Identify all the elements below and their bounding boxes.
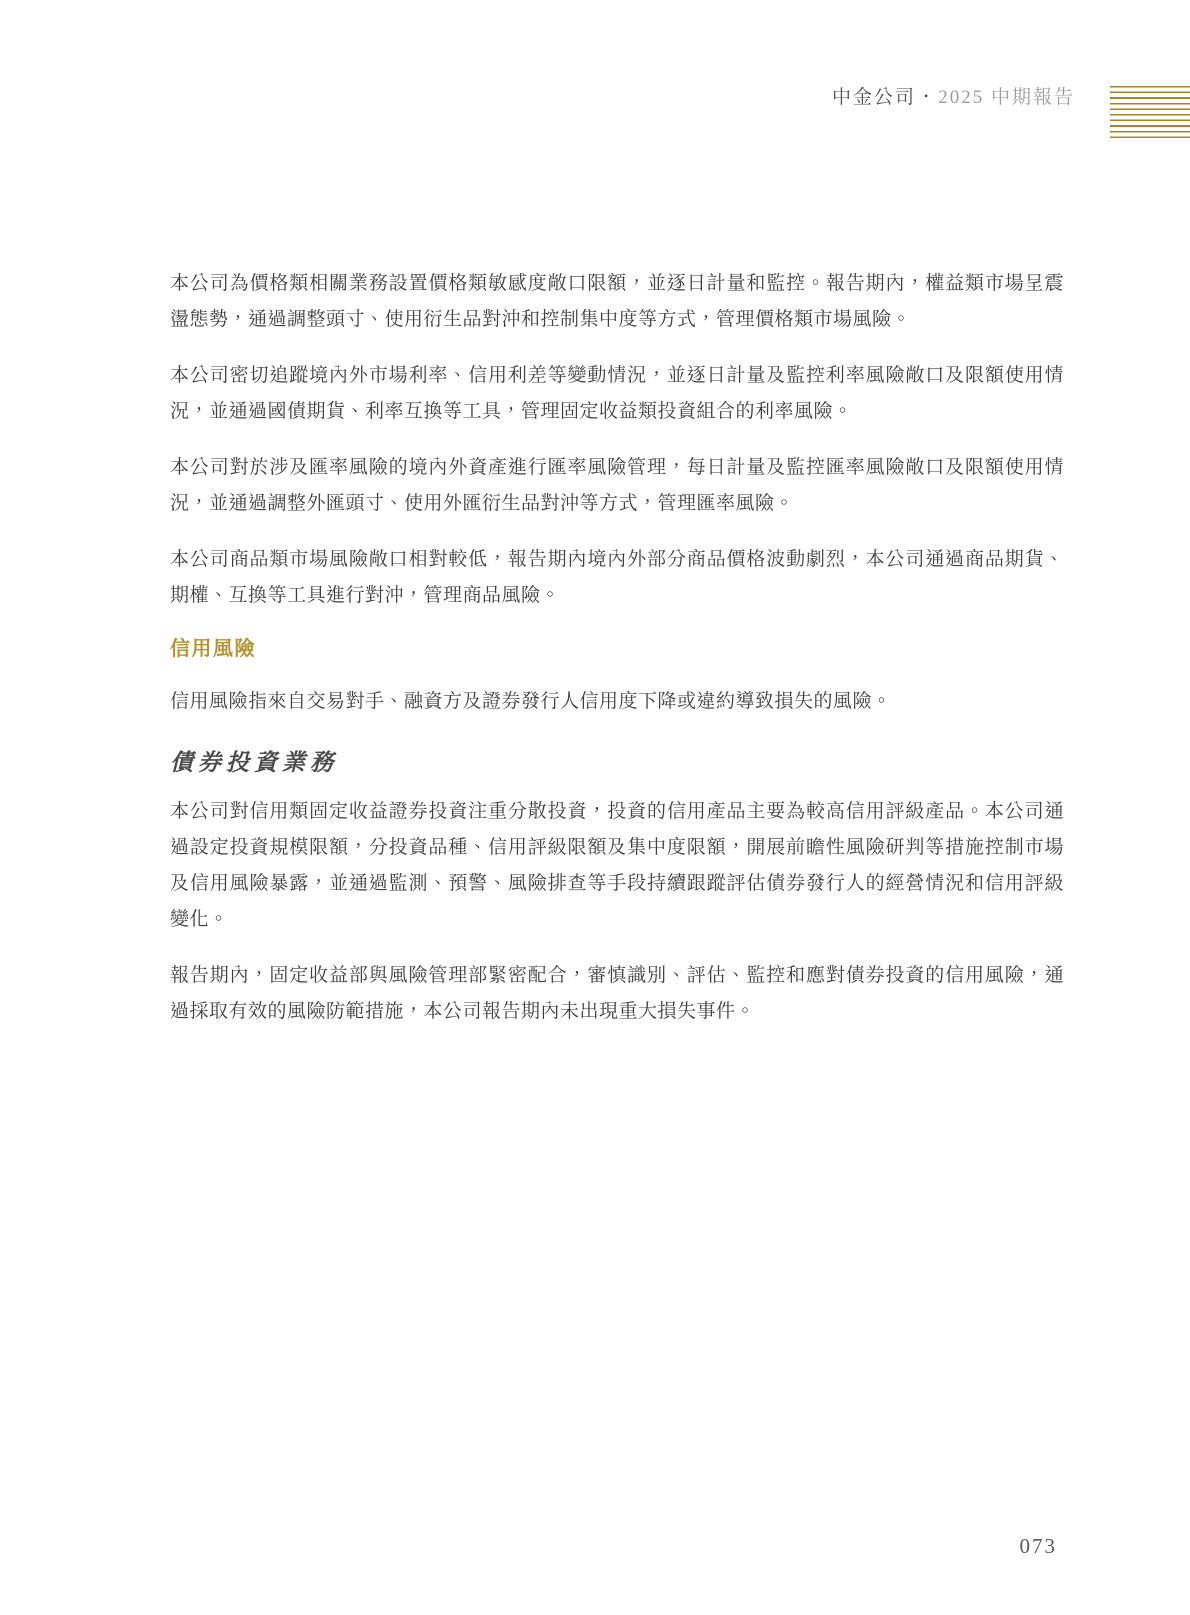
paragraph-bond-investment-cooperation: 報告期內，固定收益部與風險管理部緊密配合，審慎識別、評估、監控和應對債券投資的信用風險，通過採取有效的風險防範措施，本公司報告期內未出現重大損失事件。 (170, 965, 1064, 1022)
credit-risk-heading: 信用風險 (170, 638, 256, 660)
paragraph-commodity-risk: 本公司商品類市場風險敞口相對較低，報告期內境內外部分商品價格波動劇烈，本公司通過商品期貨、期權、互換等工具進行對沖，管理商品風險。 (170, 549, 1064, 606)
company-name: 中金公司 (832, 87, 917, 108)
page-body (170, 266, 1064, 1050)
paragraph-interest-rate-risk: 本公司密切追蹤境內外市場利率、信用利差等變動情況，並逐日計量及監控利率風險敞口及限額使用情況，並通過國債期貨、利率互換等工具，管理固定收益類投資組合的利率風險。 (170, 365, 1064, 422)
header-bullet-separator: • (924, 89, 931, 103)
page-number: 073 (1019, 1534, 1057, 1558)
paragraph-price-risk: 本公司為價格類相關業務設置價格類敏感度敞口限額，並逐日計量和監控。報告期內，權益類市場呈震盪態勢，通過調整頭寸、使用衍生品對沖和控制集中度等方式，管理價格類市場風險。 (170, 273, 1064, 330)
report-stripes-mark (1110, 86, 1190, 138)
paragraph-bond-investment-controls: 本公司對信用類固定收益證券投資注重分散投資，投資的信用產品主要為較高信用評級產品。本公司通過設定投資規模限額，分投資品種、信用評級限額及集中度限額，開展前瞻性風險研判等措施控制市場及信用風險暴露，並通過監測、預警、風險排查等手段持續跟蹤評估債券發行人的經營情況和信用評級變化。 (170, 801, 1064, 930)
paragraph-exchange-rate-risk: 本公司對於涉及匯率風險的境內外資產進行匯率風險管理，每日計量及監控匯率風險敞口及限額使用情況，並通過調整外匯頭寸、使用外匯衍生品對沖等方式，管理匯率風險。 (170, 457, 1064, 514)
report-title: 2025 中期報告 (938, 87, 1075, 108)
running-header (832, 82, 1075, 109)
bond-investment-subheading: 債券投資業務 (170, 750, 338, 775)
paragraph-credit-risk-definition: 信用風險指來自交易對手、融資方及證券發行人信用度下降或違約導致損失的風險。 (170, 691, 892, 712)
